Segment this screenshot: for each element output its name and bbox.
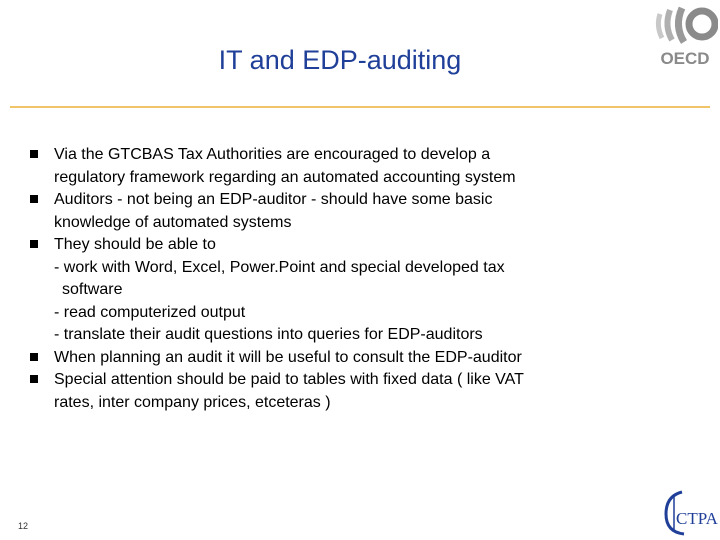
sub-item-line bbox=[28, 302, 688, 325]
text: Via the GTCBAS Tax Authorities are encouraged to develop a bbox=[54, 146, 491, 163]
text: software bbox=[62, 281, 123, 298]
sub-item-line bbox=[28, 279, 688, 302]
square-bullet-icon bbox=[30, 240, 38, 248]
bullet-line bbox=[28, 212, 688, 235]
ctpa-logo bbox=[660, 488, 718, 538]
bullet-line bbox=[28, 167, 688, 190]
bullet-line bbox=[28, 189, 688, 212]
text: regulatory framework regarding an automated accounting system bbox=[54, 168, 516, 186]
ctpa-logo-text: CTPA bbox=[676, 509, 718, 528]
text: - work with Word, Excel, Power.Point and special developed tax bbox=[54, 258, 505, 276]
text: knowledge of automated systems bbox=[54, 213, 292, 231]
square-bullet-icon bbox=[30, 195, 38, 203]
square-bullet-icon bbox=[30, 375, 38, 383]
text: They should be able to bbox=[54, 236, 216, 253]
oecd-logo-text: OECD bbox=[660, 49, 710, 68]
text: When planning an audit it will be useful to consult the EDP-auditor bbox=[54, 348, 522, 366]
bullet-line bbox=[28, 234, 688, 257]
square-bullet-icon bbox=[30, 353, 38, 361]
bullet-line bbox=[28, 369, 688, 392]
slide-title: IT and EDP-auditing bbox=[218, 45, 462, 75]
bullet-list bbox=[28, 144, 688, 414]
bullet-line bbox=[28, 392, 688, 415]
text: rates, inter company prices, etceteras ) bbox=[54, 393, 331, 411]
text: - read computerized output bbox=[54, 303, 246, 321]
text: Special attention should be paid to tables with fixed data ( like VAT bbox=[54, 371, 524, 388]
text: - translate their audit questions into queries for EDP-auditors bbox=[54, 326, 483, 343]
page-number: 12 bbox=[18, 521, 29, 531]
oecd-logo bbox=[652, 4, 718, 68]
square-bullet-icon bbox=[30, 150, 38, 158]
bullet-line bbox=[28, 144, 688, 167]
title-divider bbox=[10, 106, 710, 108]
text: Auditors - not being an EDP-auditor - should have some basic bbox=[54, 191, 493, 208]
bullet-line bbox=[28, 347, 688, 370]
sub-item-line bbox=[28, 257, 688, 280]
sub-item-line bbox=[28, 324, 688, 347]
